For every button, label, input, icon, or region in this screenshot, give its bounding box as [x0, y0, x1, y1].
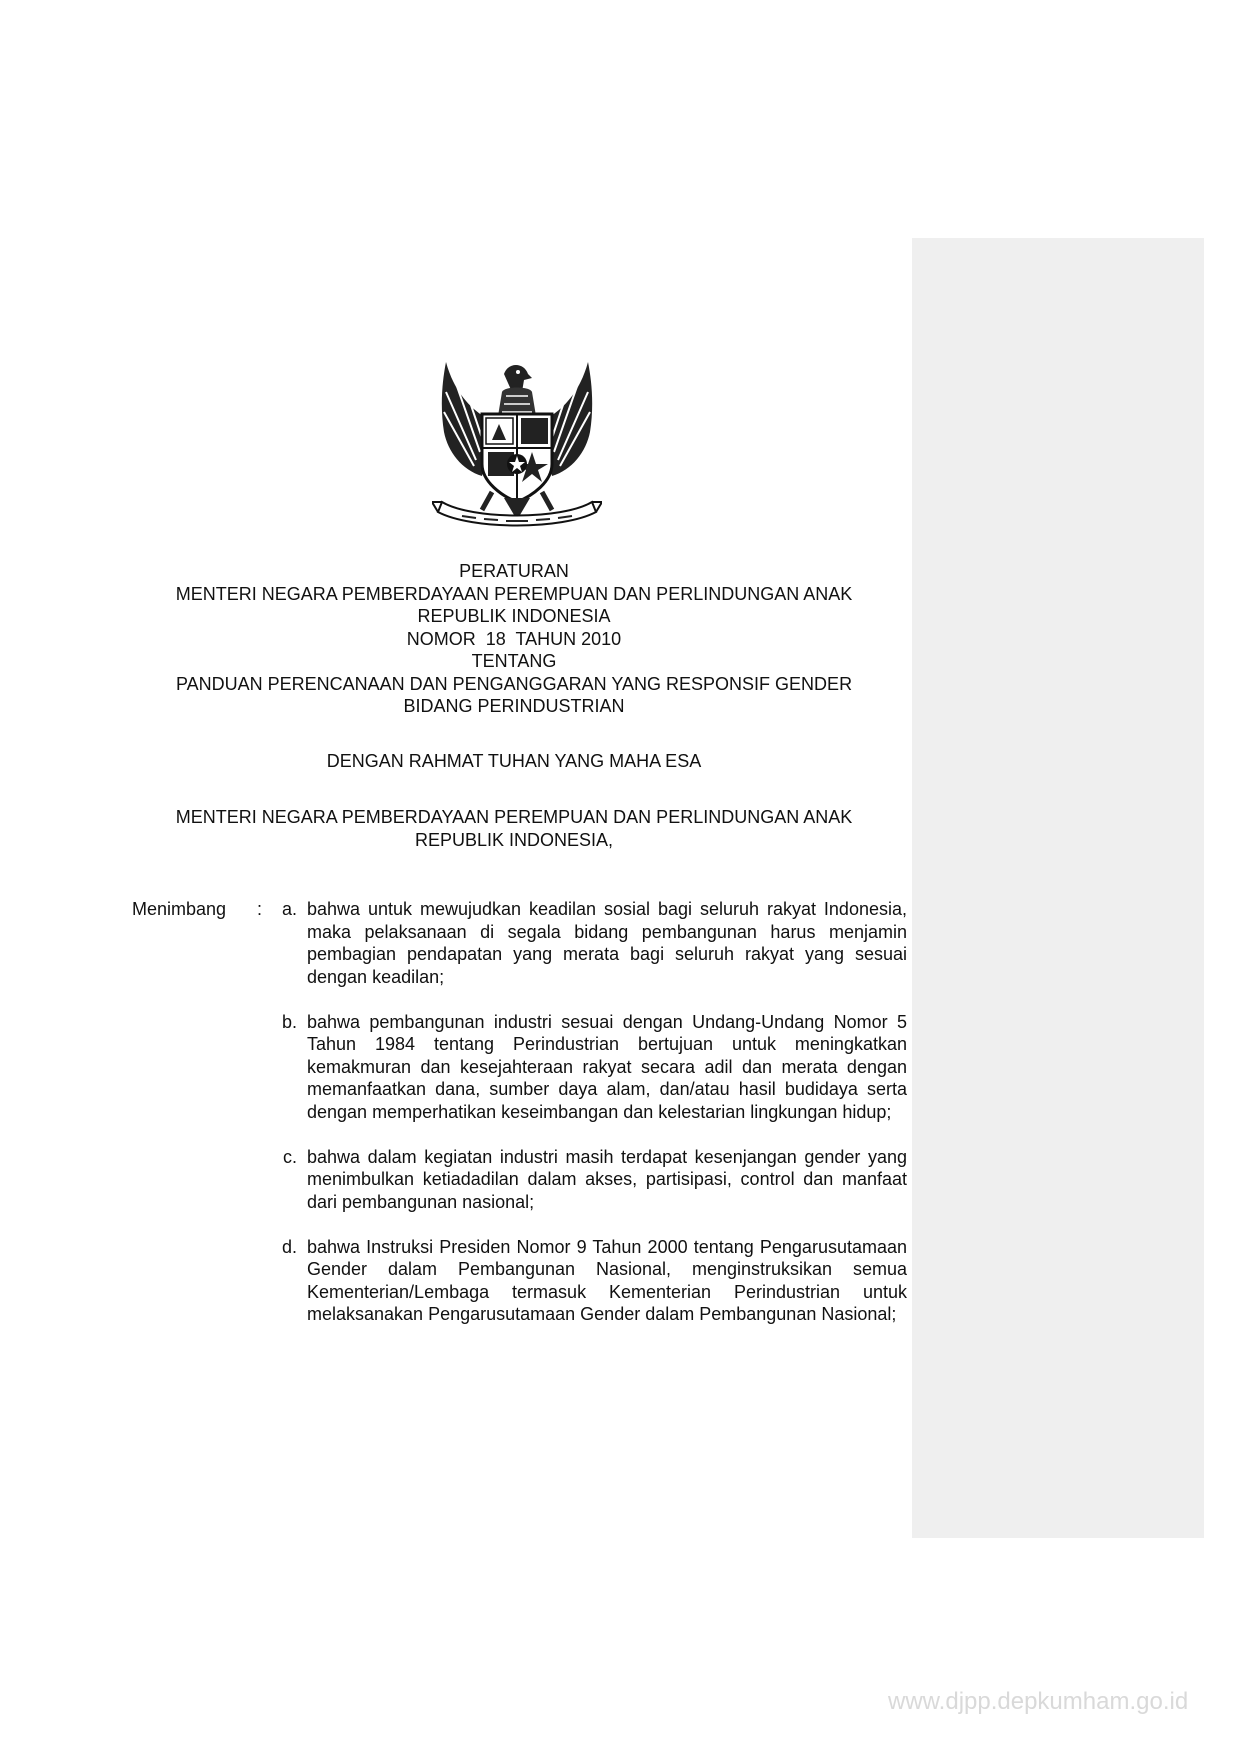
clause-text: bahwa Instruksi Presiden Nomor 9 Tahun 2000 tentang Pengarusutamaan Gender dalam Pembangunan Nasional, menginstruksikan semua Kementerian/Lembaga termasuk Kementerian Perindustrian untuk melaksanakan Pengarusutamaan Gender dalam Pembangunan Nasional; [307, 1236, 907, 1324]
heading-line-country: REPUBLIK INDONESIA [417, 606, 611, 626]
heading-line-issuer: MENTERI NEGARA PEMBERDAYAAN PEREMPUAN DAN PERLINDUNGAN ANAK [175, 583, 853, 604]
clause-letter: a. [281, 899, 297, 919]
clause-letter: b. [281, 1011, 297, 1032]
considering-clauses [268, 898, 908, 1348]
heading-line-about: TENTANG [471, 651, 557, 671]
considering-colon: : [257, 899, 263, 919]
heading-line-subject: PANDUAN PERENCANAAN DAN PENGANGGARAN YANG RESPONSIF GENDER [175, 673, 853, 694]
minister-title-line: MENTERI NEGARA PEMBERDAYAAN PEREMPUAN DAN PERLINDUNGAN ANAK [175, 807, 853, 827]
clause-a [268, 898, 908, 988]
clause-letter: c. [282, 1146, 297, 1167]
clause-c [268, 1146, 908, 1214]
heading-line-number: NOMOR 18 TAHUN 2010 [406, 628, 622, 649]
clause-letter: d. [281, 1236, 297, 1257]
comment-pane [912, 238, 1204, 1538]
clause-d [268, 1236, 908, 1326]
minister-title-line: REPUBLIK INDONESIA, [414, 829, 614, 850]
minister-title [120, 806, 908, 851]
considering-label: Menimbang [132, 899, 227, 919]
clause-text: bahwa pembangunan industri sesuai dengan Undang-Undang Nomor 5 Tahun 1984 tentang Perindustrian bertujuan untuk meningkatkan kemakmuran dan kesejahteraan rakyat secara adil dan merata dengan memanfaatkan dana, sumber daya alam, dan/atau hasil budidaya serta dengan memperhatikan keseimbangan dan kelestarian lingkungan hidup; [307, 1011, 907, 1122]
heading-line-field: BIDANG PERINDUSTRIAN [403, 696, 625, 716]
invocation: DENGAN RAHMAT TUHAN YANG MAHA ESA [326, 751, 702, 771]
regulation-heading [120, 560, 908, 718]
heading-line-type: PERATURAN [459, 561, 569, 581]
garuda-pancasila-emblem-icon [432, 352, 602, 534]
clause-text: bahwa dalam kegiatan industri masih terdapat kesenjangan gender yang menimbulkan ketiadadilan dalam akses, partisipasi, control dan manfaat dari pembangunan nasional; [307, 1146, 907, 1212]
clause-text: bahwa untuk mewujudkan keadilan sosial bagi seluruh rakyat Indonesia, maka pelaksanaan di segala bidang pembangunan harus menjamin pembagian pendapatan yang merata bagi seluruh rakyat yang sesuai dengan keadilan; [307, 899, 907, 987]
watermark: www.djpp.depkumham.go.id [888, 1688, 1189, 1715]
clause-b [268, 1011, 908, 1124]
